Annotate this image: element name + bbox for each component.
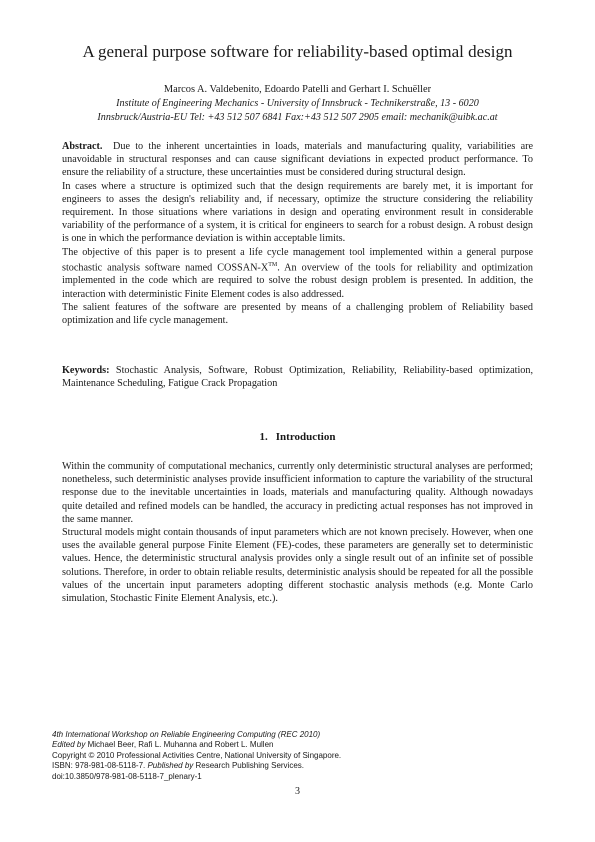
footer-isbn-number: ISBN: 978-981-08-5118-7. <box>52 761 148 771</box>
author-list: Marcos A. Valdebenito, Edoardo Patelli and Gerhart I. Schuëller <box>163 84 432 95</box>
affiliation-line-1: Institute of Engineering Mechanics - University of Innsbruck - Technikerstraße, 13 - 6020 <box>116 98 479 109</box>
footer-editors <box>52 740 412 750</box>
footer-isbn <box>52 761 412 771</box>
trademark-mark: TM <box>268 261 278 268</box>
publication-footer <box>52 730 412 782</box>
footer-published-by: Published by <box>147 761 194 771</box>
abstract-paragraph-2: In cases where a structure is optimized such that the design requirements are barely met, it is important for engineers to asses the design's reliability and, if necessary, optimize the structure considering the reliability requirement. In those situations where variations in design and operating environment result in considerable variability of the performance of a system, it is critical for engineers to search for a robust design. A robust design is one in which the performance deviation is within acceptable limits. <box>62 180 533 245</box>
footer-copyright: Copyright © 2010 Professional Activities Centre, National University of Singapore. <box>52 750 342 760</box>
affiliation <box>52 97 543 124</box>
affiliation-line-2: Innsbruck/Austria-EU Tel: +43 512 507 6841 Fax:+43 512 507 2905 email: mechanik@uibk.ac.at <box>97 111 498 123</box>
section-title: Introduction <box>275 431 336 443</box>
abstract-text-3b: . An overview of the tools for reliability and optimization implemented in the code which are required to solve the robust design problem is presented. In addition, the interaction with deterministic Finite Element codes is also addressed. <box>62 262 533 300</box>
introduction-paragraph-2: Structural models might contain thousands of input parameters which are not known precisely. However, when one uses the available general purpose Finite Element (FE)-codes, these parameters are generally set to deterministic values. Hence, the deterministic structural analysis provides only a single result out of an infinite set of possible solutions. Therefore, in order to obtain reliable results, deterministic analysis should be repeated for all the possible values of the uncertain input parameters adopting different stochastic analysis methods (e.g. Monte Carlo simulation, Stochastic Finite Element Analysis, etc.). <box>62 527 533 605</box>
abstract-text-3a: The objective of this paper is to present a life cycle management tool implemented within a general purpose stochastic analysis software named COSSAN-X <box>62 246 533 274</box>
abstract-text-1: Due to the inherent uncertainties in loads, materials and manufacturing quality, variabilities are unavoidable in structural responses and can cause significant deviations in expected product performance. To ensure the reliability of a structure, these uncertainties must be considered during structural design. <box>62 141 534 179</box>
page-number: 3 <box>295 786 300 797</box>
footer-edited-by: Edited by <box>52 740 86 750</box>
section-number: 1. <box>259 431 268 443</box>
abstract-paragraph-4: The salient features of the software are presented by means of a challenging problem of Reliability based optimization and life cycle management. <box>62 301 533 327</box>
abstract <box>62 140 533 327</box>
introduction-body <box>62 460 533 605</box>
keywords-text: Stochastic Analysis, Software, Robust Optimization, Reliability, Reliability-based optimization, Maintenance Scheduling, Fatigue Crack Propagation <box>62 365 534 390</box>
section-heading-introduction <box>40 430 555 444</box>
introduction-paragraph-1: Within the community of computational mechanics, currently only deterministic structural analyses are performed; nonetheless, such deterministic analyses provide insufficient information to capture the variability of the structural response due to the inevitable uncertainties in loads, materials and manufacturing quality. Although nowadays quite detailed and refined models can be handled, the accuracy in predicting actual responses has not improved in the same manner. <box>62 461 533 525</box>
footer-workshop: 4th International Workshop on Reliable Engineering Computing (REC 2010) <box>52 730 321 739</box>
abstract-paragraph-1 <box>62 140 533 180</box>
footer-doi: doi:10.3850/978-981-08-5118-7_plenary-1 <box>52 771 202 781</box>
abstract-label: Abstract. <box>62 141 103 152</box>
footer-publisher: Research Publishing Services. <box>193 761 304 771</box>
keywords-label: Keywords: <box>62 365 110 376</box>
paper-title: A general purpose software for reliability-based optimal design <box>82 42 513 61</box>
abstract-paragraph-3 <box>62 246 533 301</box>
footer-editor-names: Michael Beer, Rafi L. Muhanna and Robert L. Mullen <box>85 740 274 750</box>
keywords <box>62 364 533 390</box>
